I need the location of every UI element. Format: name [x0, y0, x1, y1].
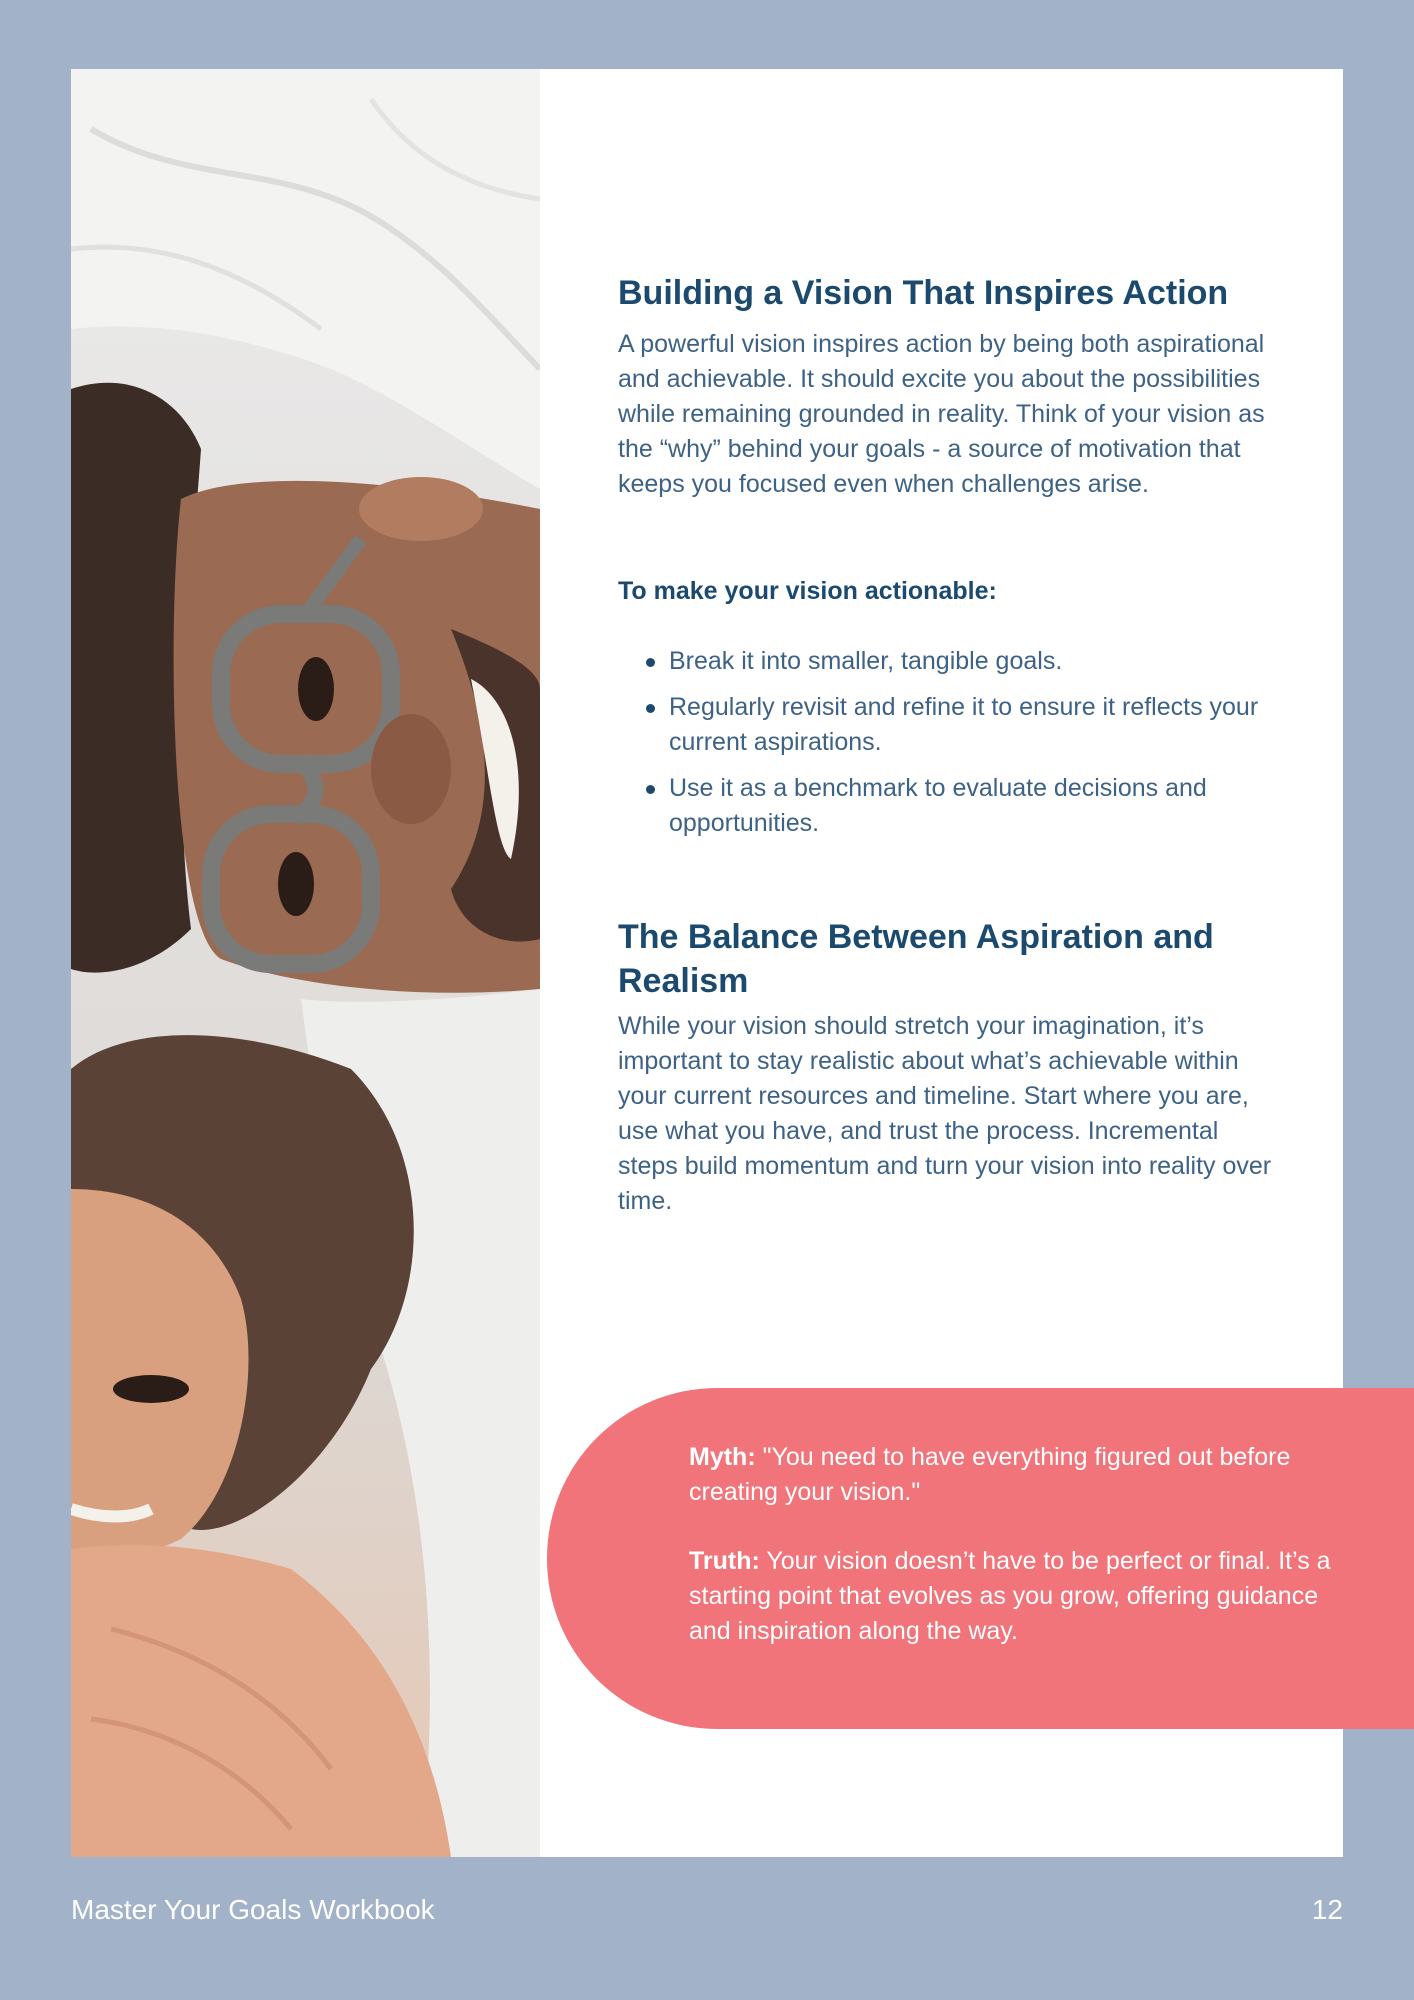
myth-truth-callout [547, 1388, 1414, 1729]
truth-text: Your vision doesn’t have to be perfect or final. It’s a starting point that evolves as you grow, offering guidance and inspiration along the way. [689, 1547, 1331, 1645]
family-photo [71, 69, 540, 1857]
page-number: 12 [1311, 1894, 1343, 1925]
list-item: Break it into smaller, tangible goals. [669, 644, 1309, 679]
section-body-balance: While your vision should stretch your imagination, it’s important to stay realistic about what’s achievable within your current resources and timeline. Start where you are, use what you have, and trust the process. Incremental steps build momentum and turn your vision into reality over time. [618, 1012, 1272, 1215]
actionable-subheading: To make your vision actionable: [618, 577, 997, 605]
myth-statement [689, 1440, 1349, 1510]
page-card [71, 69, 1343, 1857]
truth-statement [689, 1544, 1349, 1649]
actionable-list [618, 644, 1309, 852]
section-body-vision: A powerful vision inspires action by being both aspirational and achievable. It should excite you about the possibilities while remaining grounded in reality. Think of your vision as the “why” behind your goals - a source of motivation that keeps you focused even when challenges arise. [618, 330, 1265, 498]
list-item: Regularly revisit and refine it to ensure it reflects your current aspirations. [669, 690, 1309, 760]
footer-title: Master Your Goals Workbook [71, 1894, 435, 1925]
section-title-balance: The Balance Between Aspiration and Realism [618, 918, 1214, 1000]
myth-label: Myth: [689, 1443, 756, 1471]
truth-label: Truth: [689, 1547, 760, 1575]
myth-text: "You need to have everything figured out before creating your vision." [689, 1443, 1291, 1506]
section-title-vision: Building a Vision That Inspires Action [618, 274, 1229, 312]
list-item: Use it as a benchmark to evaluate decisions and opportunities. [669, 771, 1309, 841]
